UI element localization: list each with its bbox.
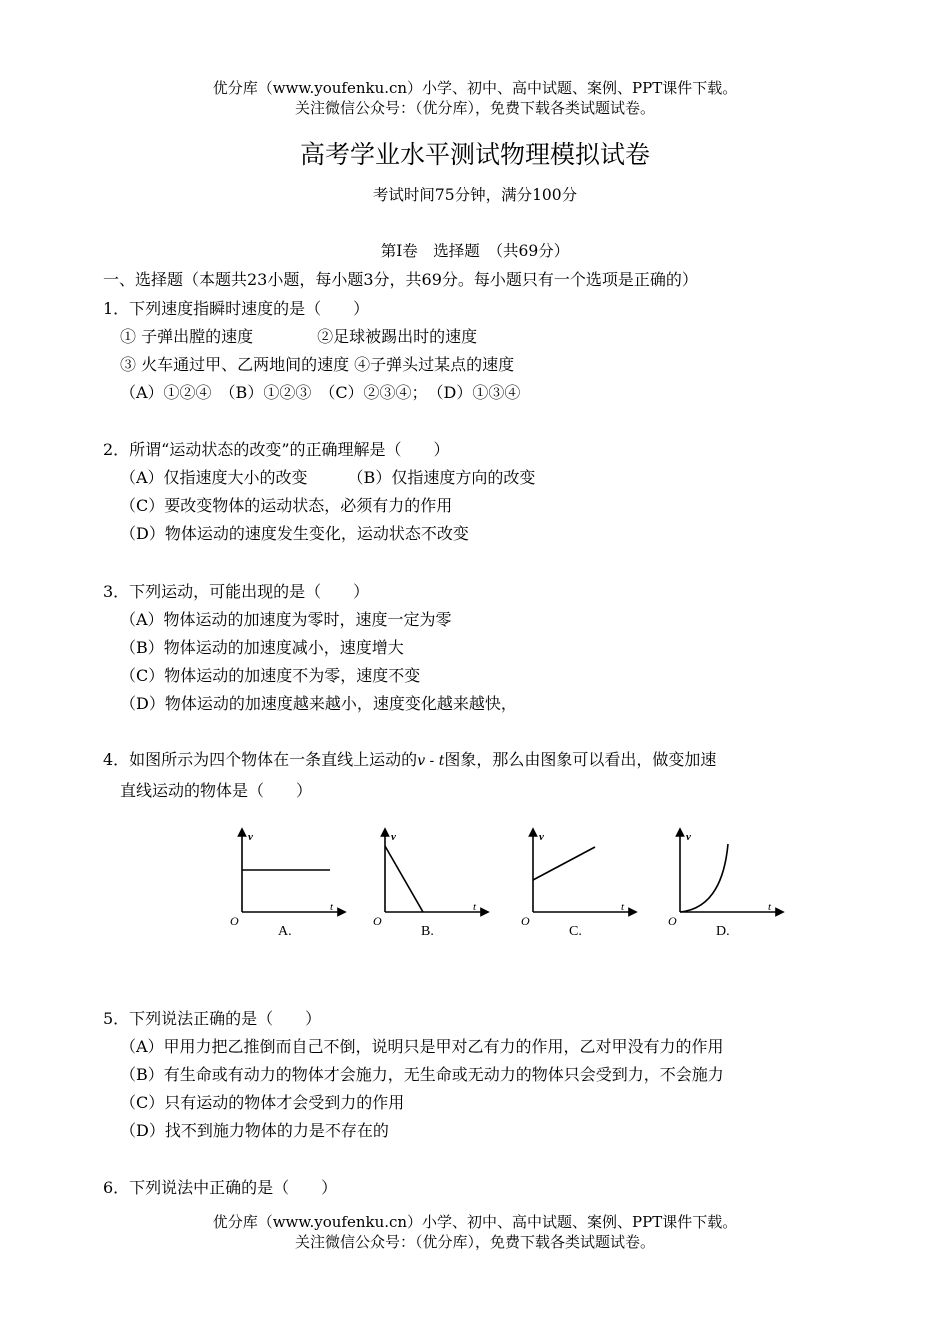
question-5-option-c: （C）只有运动的物体才会受到力的作用 (120, 1093, 405, 1112)
graph-2-caption: B. (421, 924, 434, 939)
question-5-option-a: （A）甲用力把乙推倒而自己不倒，说明只是甲对乙有力的作用，乙对甲没有力的作用 (120, 1037, 724, 1056)
question-4-stem-after: 图象，那么由图象可以看出，做变加速 (444, 750, 717, 769)
question-5-option-d: （D）找不到施力物体的力是不存在的 (120, 1121, 389, 1140)
question-3-stem: 3．下列运动，可能出现的是（ ） (103, 582, 370, 601)
question-2-option-d: （D）物体运动的速度发生变化，运动状态不改变 (120, 524, 469, 543)
footer-line-2: 关注微信公众号：（优分库），免费下载各类试题试卷。 (294, 1233, 655, 1251)
question-3-option-b: （B）物体运动的加速度减小，速度增大 (120, 638, 404, 657)
question-2-stem: 2．所谓“运动状态的改变”的正确理解是（ ） (103, 440, 450, 459)
vt-symbol: v - t (417, 753, 445, 769)
graph-4-t-label: t (768, 901, 772, 913)
question-3-option-c: （C）物体运动的加速度不为零，速度不变 (120, 666, 421, 685)
graph-1-t-label: t (330, 901, 334, 913)
graph-1-v-label: v (248, 831, 253, 843)
graph-3-t-label: t (621, 901, 625, 913)
question-5-option-b: （B）有生命或有动力的物体才会施力，无生命或无动力的物体只会受到力，不会施力 (120, 1065, 724, 1084)
graph-4-caption: D. (716, 924, 730, 939)
graph-2-line (385, 846, 423, 912)
section-instruction: 一、选择题（本题共23小题，每小题3分，共69分。每小题只有一个选项是正确的） (103, 270, 698, 289)
question-3-option-a: （A）物体运动的加速度为零时，速度一定为零 (120, 610, 452, 629)
graph-2-t-label: t (473, 901, 477, 913)
graph-4-origin-label: O (668, 914, 677, 928)
question-1-line-1: ① 子弹出膛的速度 ②足球被踢出时的速度 (120, 327, 478, 346)
question-1-options: （A）①②④ （B）①②③ （C）②③④； （D）①③④ (120, 383, 521, 402)
question-6-stem: 6．下列说法中正确的是（ ） (103, 1178, 338, 1197)
question-5-stem: 5．下列说法正确的是（ ） (103, 1009, 322, 1028)
section-title: 第Ⅰ卷 选择题 （共69分） (380, 242, 570, 260)
graph-1-origin-label: O (230, 914, 239, 928)
graph-1-caption: A. (278, 924, 292, 939)
vt-graphs-figure (220, 820, 800, 950)
question-3-option-d: （D）物体运动的加速度越来越小，速度变化越来越快， (120, 694, 517, 713)
graph-3-caption: C. (569, 924, 582, 939)
question-2-option-c: （C）要改变物体的运动状态，必须有力的作用 (120, 496, 453, 515)
question-1-line-2: ③ 火车通过甲、乙两地间的速度 ④子弹头过某点的速度 (120, 355, 515, 374)
graph-2-origin-label: O (373, 914, 382, 928)
graph-3-line (533, 847, 595, 880)
header-line-2: 关注微信公众号：（优分库），免费下载各类试题试卷。 (294, 99, 655, 117)
page-title: 高考学业水平测试物理模拟试卷 (299, 140, 650, 169)
graph-2-v-label: v (391, 831, 396, 843)
graph-4-v-label: v (686, 831, 691, 843)
footer-line-1: 优分库（www.youfenku.cn）小学、初中、高中试题、案例、PPT课件下载。 (212, 1213, 738, 1231)
question-1-stem: 1．下列速度指瞬时速度的是（ ） (103, 299, 370, 318)
graph-4-line (680, 844, 728, 912)
question-4-stem (103, 749, 716, 772)
graph-3-v-label: v (539, 831, 544, 843)
question-2-option-ab: （A）仅指速度大小的改变 （B）仅指速度方向的改变 (120, 468, 536, 487)
question-4-stem-before: 4．如图所示为四个物体在一条直线上运动的 (103, 750, 418, 769)
header-line-1: 优分库（www.youfenku.cn）小学、初中、高中试题、案例、PPT课件下载。 (212, 79, 738, 97)
exam-info: 考试时间75分钟，满分100分 (372, 186, 578, 204)
graph-3-origin-label: O (521, 914, 530, 928)
question-4-stem-line-2: 直线运动的物体是（ ） (120, 781, 313, 800)
